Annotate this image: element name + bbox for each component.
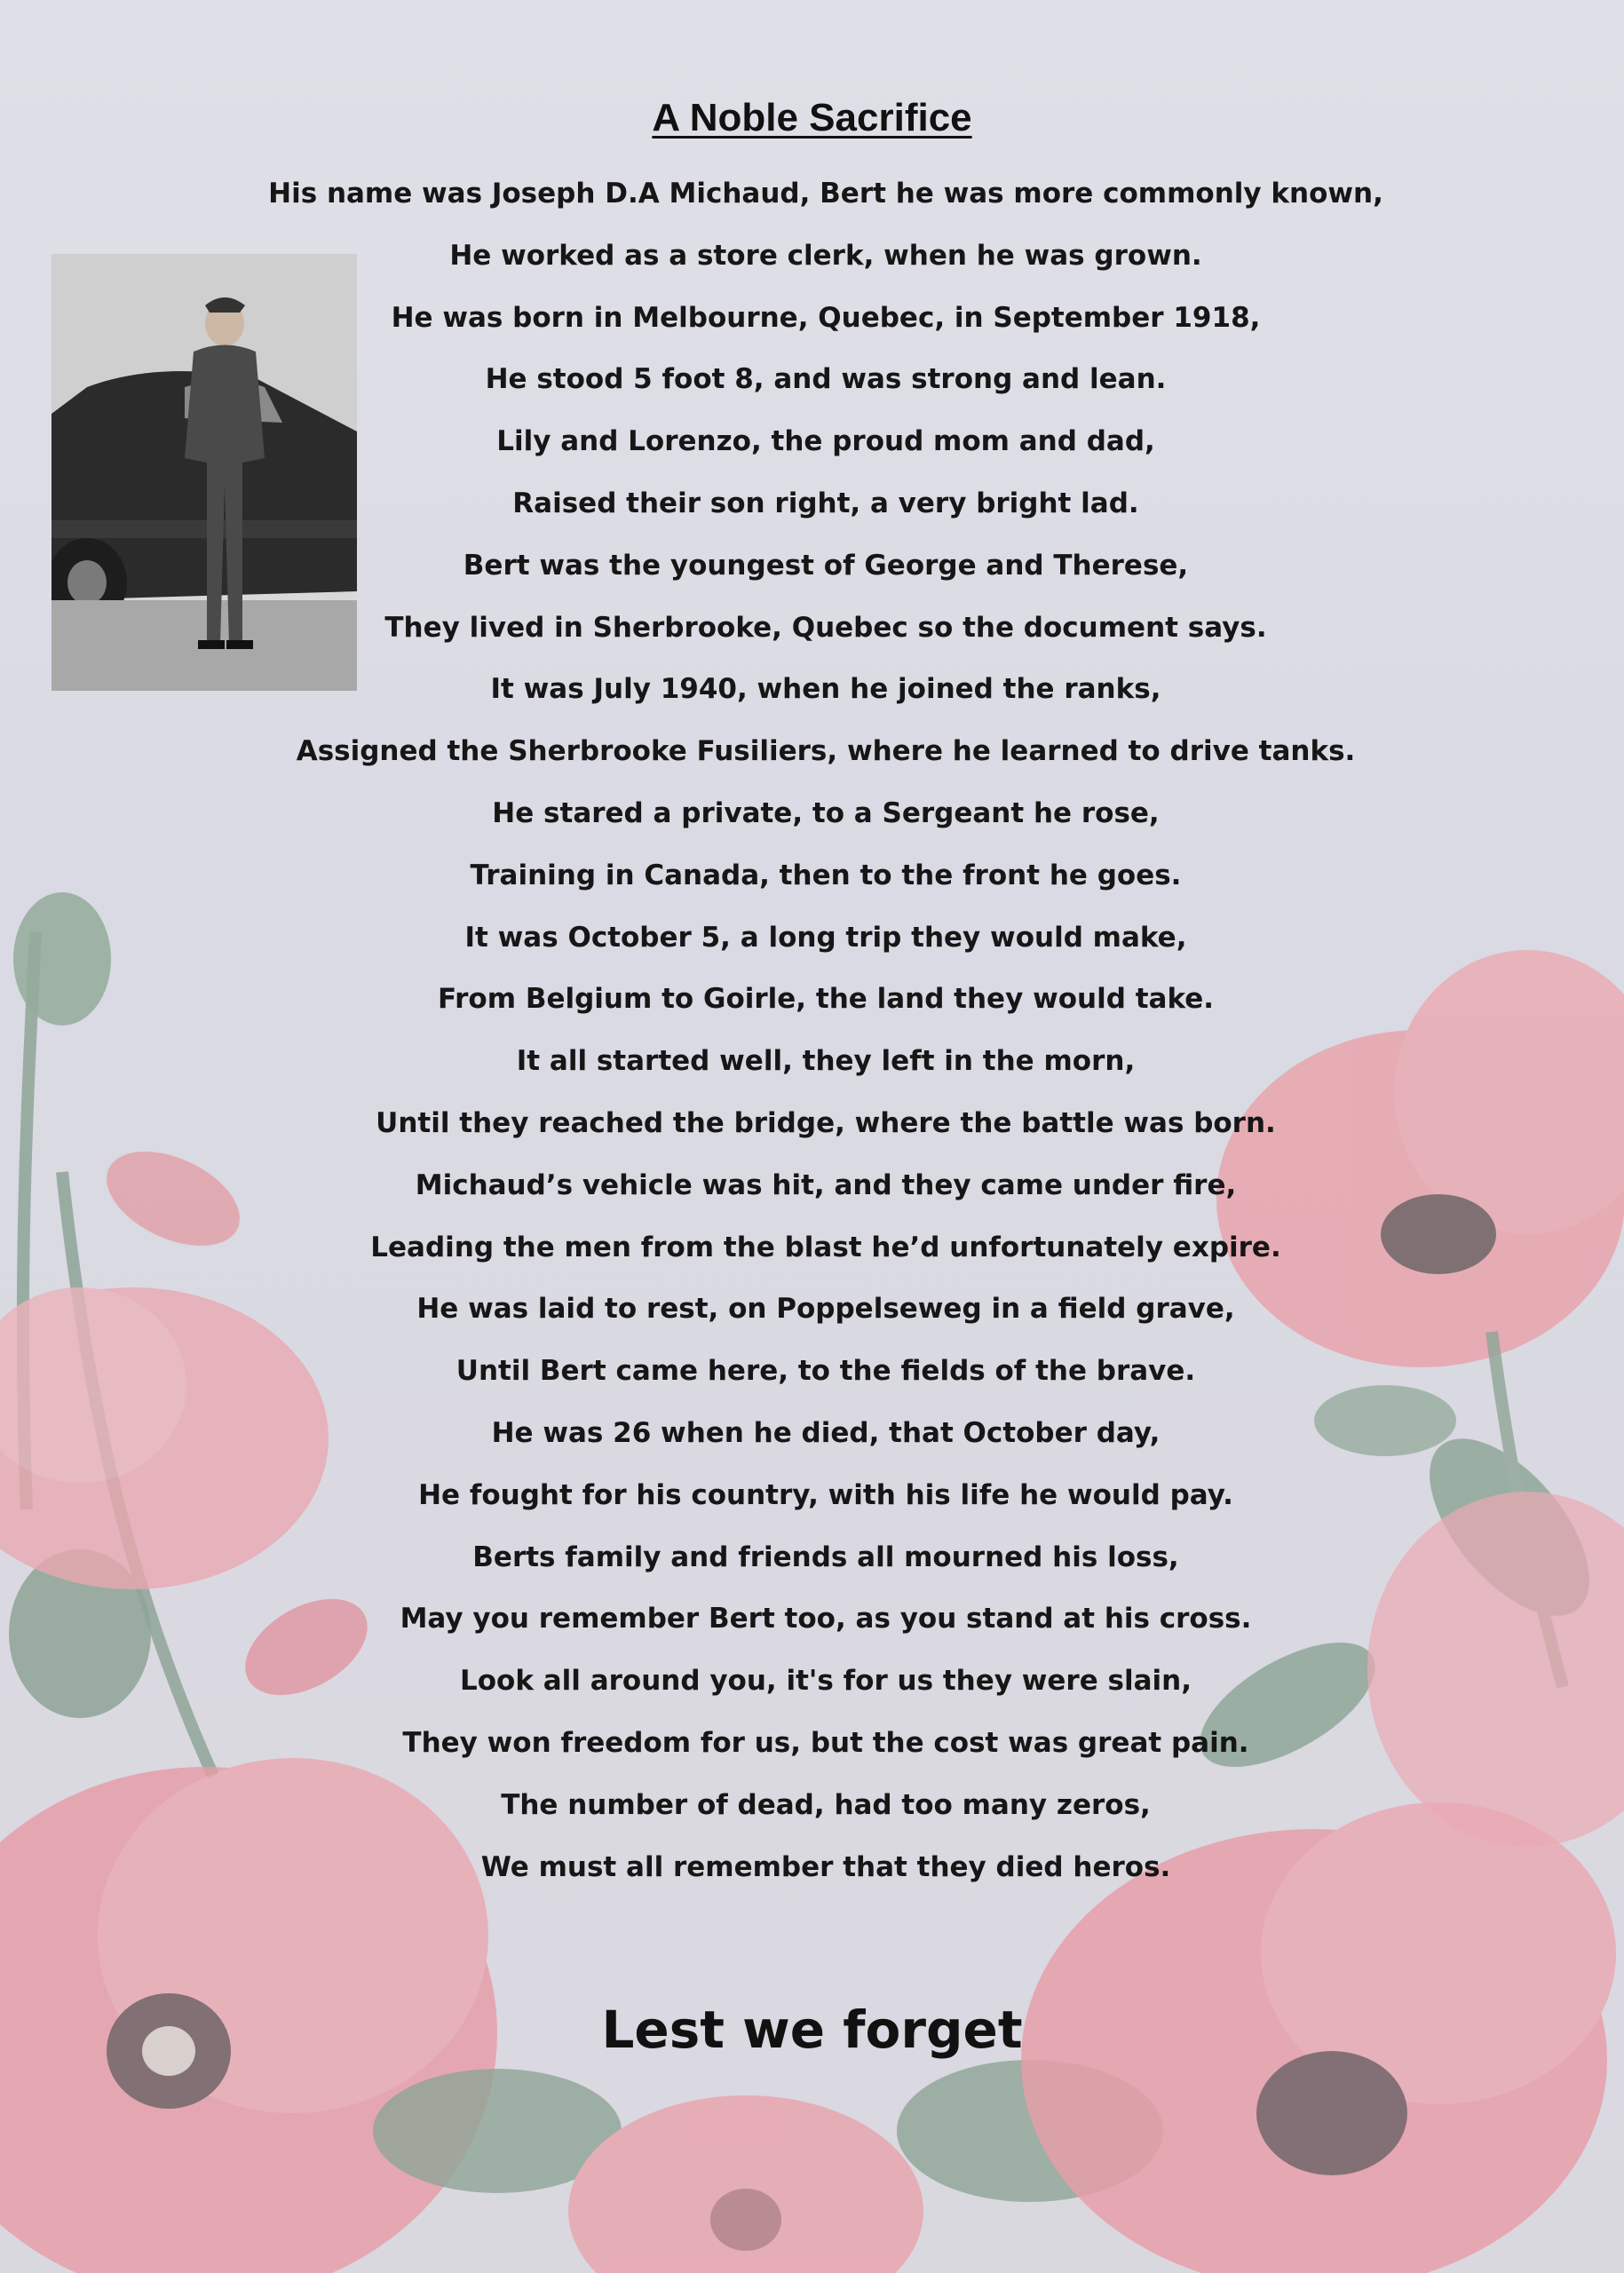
poem-line: Until Bert came here, to the fields of the brave. <box>456 1355 1196 1388</box>
poem-line: May you remember Bert too, as you stand at his cross. <box>400 1603 1252 1635</box>
poem-line: He stared a private, to a Sergeant he rose, <box>492 796 1160 829</box>
poem-line: We must all remember that they died heros. <box>480 1850 1171 1883</box>
poem-line: Bert was the youngest of George and Therese, <box>463 549 1189 582</box>
poem-line: Michaud’s vehicle was hit, and they came under fire, <box>415 1168 1237 1201</box>
poem-line: Until they reached the bridge, where the battle was born. <box>376 1106 1276 1139</box>
poem-line: The number of dead, had too many zeros, <box>501 1788 1151 1821</box>
poem-line: Berts family and friends all mourned his loss, <box>472 1540 1179 1573</box>
poem-line: They won freedom for us, but the cost was great pain. <box>402 1726 1249 1759</box>
poem-line: It all started well, they left in the morn, <box>516 1045 1136 1078</box>
poem-body <box>222 169 1430 1904</box>
closing-line: Lest we forget <box>601 2000 1023 2060</box>
poem-line: Training in Canada, then to the front he goes. <box>470 859 1182 891</box>
poem-line: Leading the men from the blast he’d unfortunately expire. <box>370 1231 1281 1263</box>
poem-line: It was July 1940, when he joined the ranks, <box>490 673 1161 706</box>
poem-line: He was born in Melbourne, Quebec, in September 1918, <box>391 301 1261 334</box>
poem-line: Look all around you, it's for us they were slain, <box>460 1665 1192 1698</box>
poem-line: It was October 5, a long trip they would make, <box>464 921 1187 954</box>
poem-line: They lived in Sherbrooke, Quebec so the document says. <box>384 611 1267 644</box>
poem-line: He stood 5 foot 8, and was strong and lean. <box>485 363 1167 396</box>
poem-line: He was 26 when he died, that October day, <box>491 1416 1161 1449</box>
poem-line: Assigned the Sherbrooke Fusiliers, where he learned to drive tanks. <box>296 735 1356 768</box>
poem-line: Raised their son right, a very bright lad. <box>512 487 1139 519</box>
poem-line: His name was Joseph D.A Michaud, Bert he was more commonly known, <box>268 178 1383 210</box>
poem-line: He worked as a store clerk, when he was grown. <box>449 239 1202 272</box>
poem-line: From Belgium to Goirle, the land they would take. <box>437 983 1215 1016</box>
poem-line: He fought for his country, with his life he would pay. <box>418 1478 1233 1511</box>
poem-line: Lily and Lorenzo, the proud mom and dad, <box>496 425 1155 458</box>
poem-line: He was laid to rest, on Poppelseweg in a field grave, <box>416 1293 1235 1326</box>
poem-title: A Noble Sacrifice <box>652 96 972 139</box>
